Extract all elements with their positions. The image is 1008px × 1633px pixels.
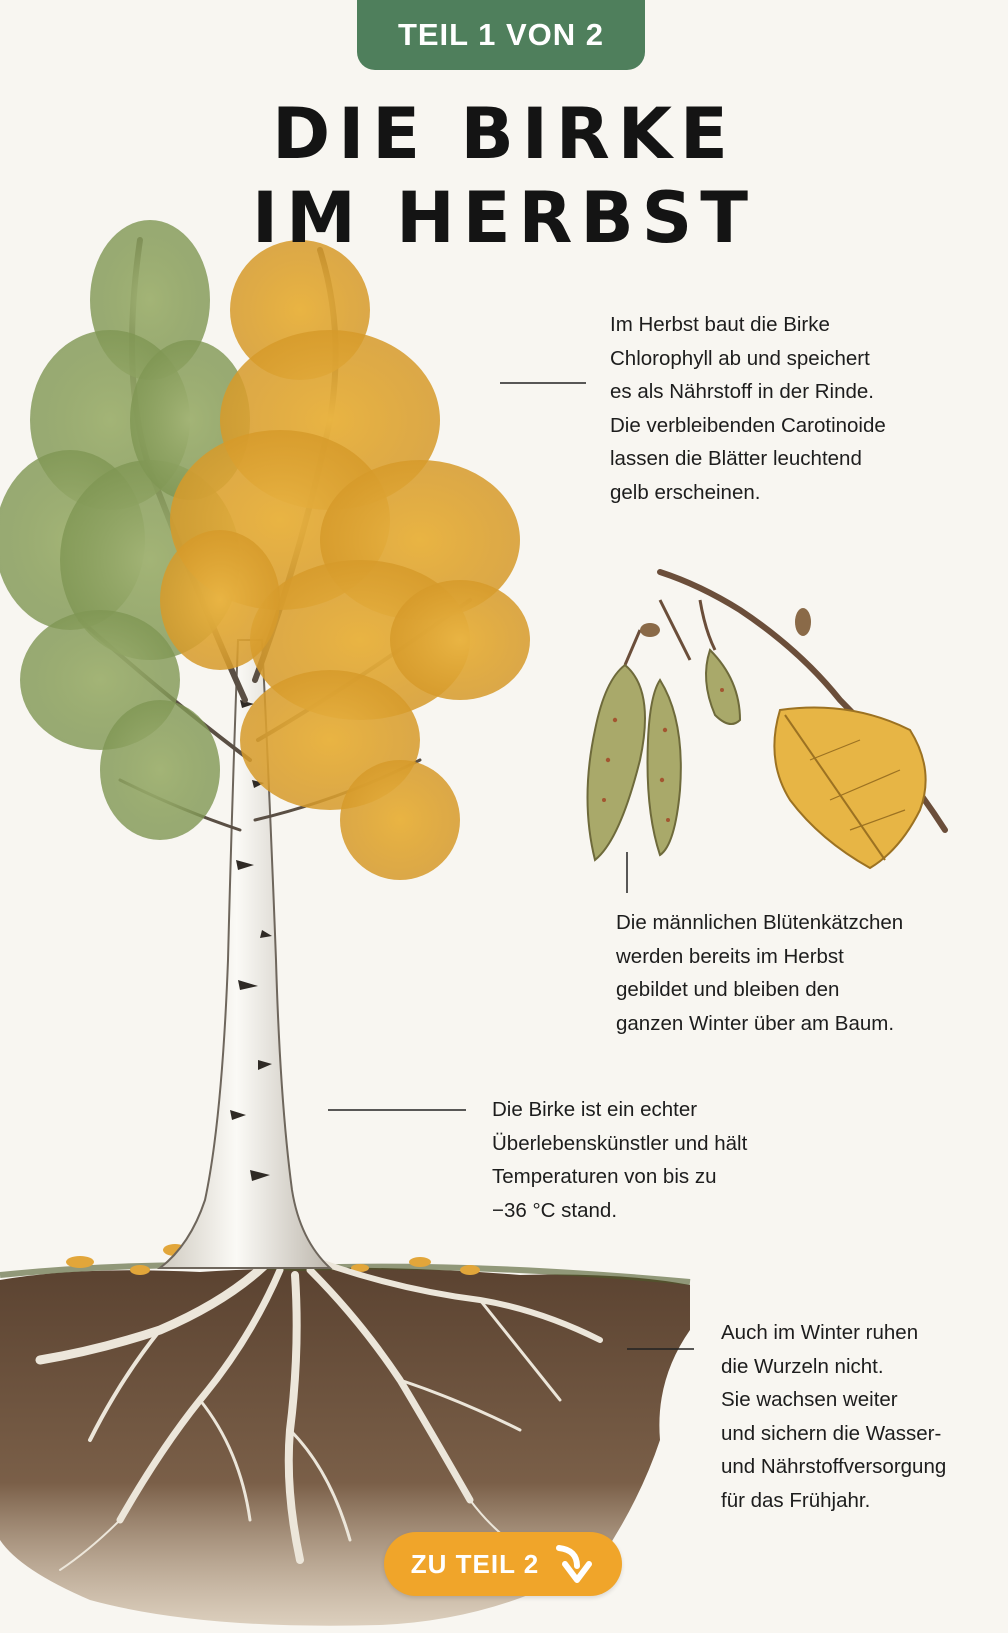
note-line: gelb erscheinen. [610, 480, 761, 504]
note-line: lassen die Blätter leuchtend [610, 447, 862, 470]
note-line: −36 °C stand. [492, 1198, 618, 1222]
note-line: Sie wachsen weiter [721, 1388, 898, 1411]
arrow-down-icon [551, 1542, 595, 1586]
note-line: und sichern die Wasser- [721, 1421, 942, 1445]
note-line: Im Herbst baut die Birke [610, 313, 830, 336]
title-line-1: DIE BIRKE [272, 93, 736, 175]
note-line: die Wurzeln nicht. [721, 1354, 884, 1378]
note-line: Die verbleibenden Carotinoide [610, 413, 886, 437]
note-line: Überlebenskünstler und hält [492, 1131, 748, 1155]
part-badge: TEIL 1 VON 2 [357, 0, 645, 70]
note-line: es als Nährstoff in der Rinde. [610, 380, 874, 403]
next-part-button[interactable] [384, 1532, 622, 1596]
note-line: Auch im Winter ruhen [721, 1321, 919, 1344]
note-line: und Nährstoffversorgung [721, 1455, 947, 1478]
note-line: Die Birke ist ein echter [492, 1098, 698, 1121]
note-line: Temperaturen von bis zu [492, 1165, 717, 1188]
next-part-label: ZU TEIL 2 [410, 1548, 540, 1579]
note-line: werden bereits im Herbst [616, 944, 844, 968]
note-roots [721, 1316, 946, 1517]
note-survival [492, 1093, 747, 1227]
note-line: für das Frühjahr. [721, 1488, 871, 1512]
note-line: ganzen Winter über am Baum. [616, 1011, 895, 1035]
note-line: Die männlichen Blütenkätzchen [616, 911, 904, 934]
title-line-2: IM HERBST [252, 177, 756, 259]
note-line: gebildet und bleiben den [616, 978, 840, 1001]
catkin-branch [588, 572, 946, 868]
note-chlorophyll [610, 308, 886, 509]
note-catkins [616, 906, 903, 1040]
note-line: Chlorophyll ab und speichert [610, 346, 870, 370]
page-title [0, 92, 1008, 260]
